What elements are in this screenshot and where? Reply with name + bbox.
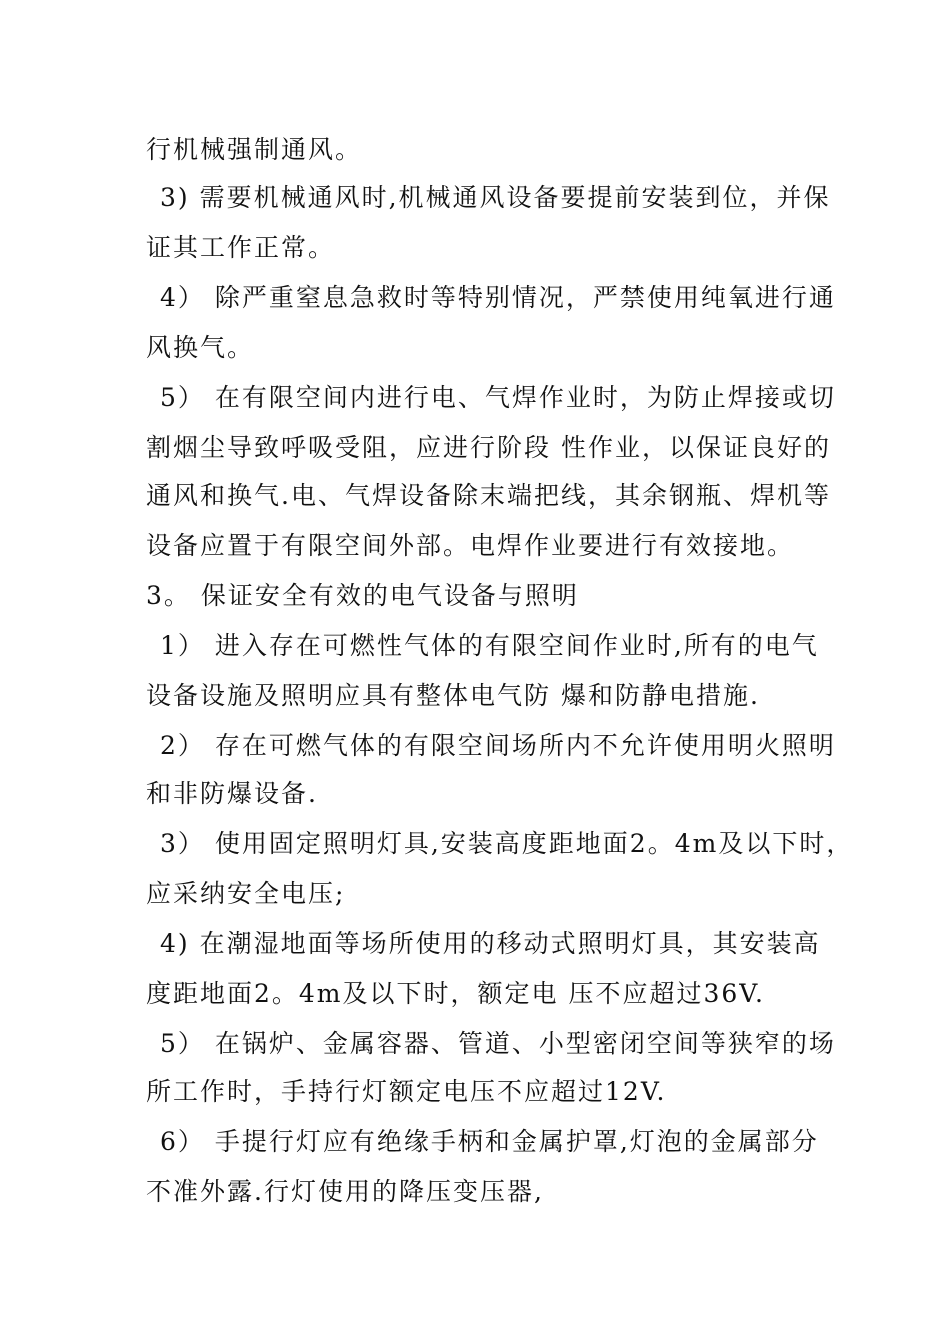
text-line: 割烟尘导致呼吸受阻，应进行阶段 性作业，以保证良好的 xyxy=(146,433,831,462)
text-line: 2） 存在可燃气体的有限空间场所内不允许使用明火照明 xyxy=(160,731,836,760)
text-line: 3） 使用固定照明灯具,安装高度距地面2。4m及以下时， xyxy=(160,829,854,858)
text-line: 设备应置于有限空间外部。电焊作业要进行有效接地。 xyxy=(146,531,795,560)
text-line: 4） 除严重窒息急救时等特别情况，严禁使用纯氧进行通 xyxy=(160,283,836,312)
text-line: 5） 在锅炉、金属容器、管道、小型密闭空间等狭窄的场 xyxy=(160,1029,836,1058)
text-line: 3) 需要机械通风时,机械通风设备要提前安装到位，并保 xyxy=(160,183,831,212)
text-line: 5） 在有限空间内进行电、气焊作业时，为防止焊接或切 xyxy=(160,383,836,412)
text-line: 行机械强制通风。 xyxy=(146,135,363,164)
text-line: 设备设施及照明应具有整体电气防 爆和防静电措施. xyxy=(146,681,760,710)
text-line: 通风和换气.电、气焊设备除末端把线，其余钢瓶、焊机等 xyxy=(146,481,831,510)
text-line: 6） 手提行灯应有绝缘手柄和金属护罩,灯泡的金属部分 xyxy=(160,1127,819,1156)
text-line: 风换气。 xyxy=(146,333,255,362)
text-line: 应采纳安全电压; xyxy=(146,879,346,908)
text-line: 所工作时，手持行灯额定电压不应超过12V. xyxy=(146,1077,667,1106)
text-line: 证其工作正常。 xyxy=(146,233,336,262)
text-line: 不准外露.行灯使用的降压变压器, xyxy=(146,1177,544,1206)
text-line: 1） 进入存在可燃性气体的有限空间作业时,所有的电气 xyxy=(160,631,819,660)
section-heading: 3。 保证安全有效的电气设备与照明 xyxy=(146,581,579,610)
text-line: 4) 在潮湿地面等场所使用的移动式照明灯具，其安装高 xyxy=(160,929,821,958)
text-line: 度距地面2。4m及以下时，额定电 压不应超过36V. xyxy=(146,979,765,1008)
text-line: 和非防爆设备. xyxy=(146,779,318,808)
